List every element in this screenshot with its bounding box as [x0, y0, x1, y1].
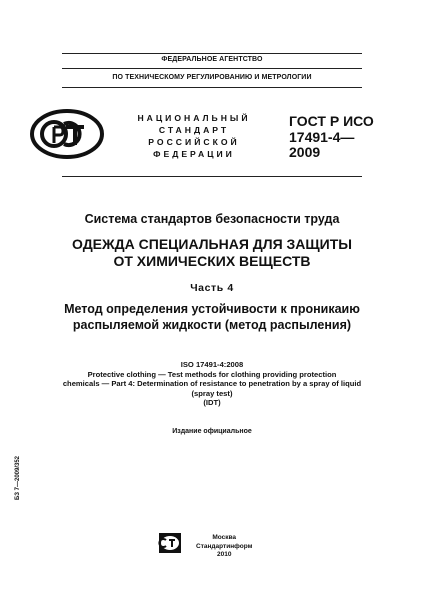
agency-divider [62, 68, 362, 69]
publisher-city: Москва [212, 534, 237, 541]
standards-series: Система стандартов безопасности труда [84, 212, 340, 226]
agency-line-2: ПО ТЕХНИЧЕСКОМУ РЕГУЛИРОВАНИЮ И МЕТРОЛОГИИ [112, 74, 312, 81]
designation-line-2: 17491-4— [289, 128, 355, 145]
title-block-rule [62, 176, 362, 177]
logo [30, 109, 104, 164]
publisher-year: 2010 [216, 551, 232, 558]
title-line-2: ОТ ХИМИЧЕСКИХ ВЕЩЕСТВ [113, 253, 311, 269]
iso-reference: ISO 17491-4:2008 [180, 360, 244, 369]
designation-line-3: 2009 [289, 144, 321, 160]
rst-certification-mark-icon [30, 109, 104, 159]
standard-designation [289, 114, 374, 161]
publisher-name: Стандартинформ [196, 542, 253, 550]
agency-line-1: ФЕДЕРАЛЬНОЕ АГЕНТСТВО [161, 56, 263, 63]
part-number: Часть 4 [190, 282, 234, 294]
national-standard-line-2: СТАНДАРТ [158, 125, 230, 135]
publisher-logo [158, 532, 182, 559]
publisher-info [196, 534, 252, 560]
standartinform-logo-icon [158, 532, 182, 554]
english-title-line-2: chemicals — Part 4: Determination of resistance to penetration by a spray of liquid [62, 379, 362, 389]
designation-line-1: ГОСТ Р ИСО [289, 113, 374, 129]
national-standard-line-1: НАЦИОНАЛЬНЫЙ [137, 113, 251, 123]
vertical-code: БЗ 7—2009/352 [15, 455, 21, 500]
top-rule [62, 53, 362, 54]
national-standard-line-3: РОССИЙСКОЙ [148, 137, 240, 147]
method-title [0, 302, 424, 333]
title-line-1: ОДЕЖДА СПЕЦИАЛЬНАЯ ДЛЯ ЗАЩИТЫ [72, 236, 352, 252]
english-title-line-4: (IDT) [203, 398, 221, 408]
method-line-1: Метод определения устойчивости к проникаию [64, 302, 360, 316]
official-edition: Издание официальное [172, 428, 252, 435]
header-bottom-rule [62, 87, 362, 88]
national-standard-line-4: ФЕДЕРАЦИИ [153, 149, 235, 159]
english-title-line-1: Protective clothing — Test methods for clothing providing protection [87, 369, 337, 379]
document-title [0, 236, 424, 270]
method-line-2: распыляемой жидкости (метод распыления) [72, 317, 352, 332]
english-title-line-3: (spray test) [191, 388, 233, 398]
english-reference [0, 360, 424, 408]
